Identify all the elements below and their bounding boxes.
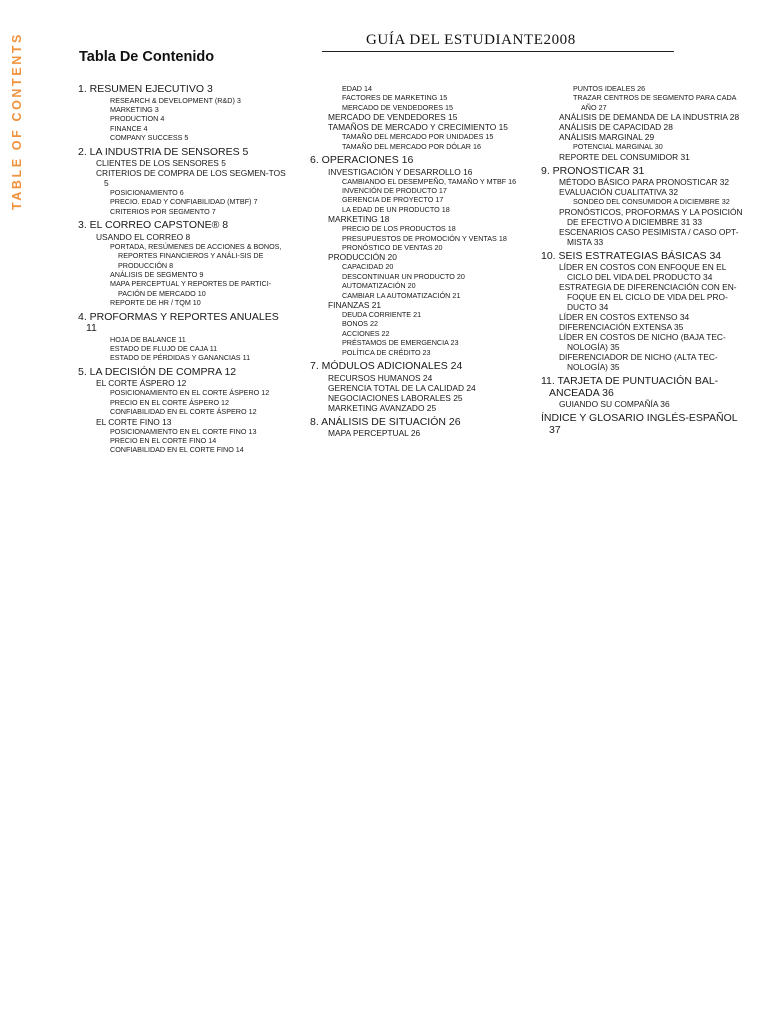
toc-subsection-entry[interactable]: MAPA PERCEPTUAL 26 — [328, 428, 421, 439]
toc-item-entry[interactable]: MARKETING 3 — [110, 104, 159, 114]
toc-subsection-entry[interactable]: ANÁLISIS DE CAPACIDAD 28 — [559, 122, 673, 133]
toc-item-entry[interactable]: FACTORES DE MARKETING 15 — [342, 93, 448, 103]
title-underline — [322, 51, 674, 52]
toc-item-entry[interactable]: PRECIO EN EL CORTE FINO 14 — [110, 435, 217, 445]
toc-section-entry[interactable]: 1. RESUMEN EJECUTIVO 3 — [78, 83, 213, 95]
toc-subsection-entry[interactable]: REPORTE DEL CONSUMIDOR 31 — [559, 151, 690, 162]
toc-item-entry[interactable]: PRECIO. EDAD Y CONFIABILIDAD (MTBF) 7 — [110, 197, 258, 207]
toc-subsection-entry[interactable]: LÍDER EN COSTOS EXTENSO 34 — [559, 312, 690, 323]
toc-item-entry[interactable]: BONOS 22 — [342, 319, 378, 329]
toc-item-entry[interactable]: DESCONTINUAR UN PRODUCTO 20 — [342, 271, 465, 281]
toc-section-entry[interactable]: 3. EL CORREO CAPSTONE® 8 — [78, 219, 229, 232]
toc-subsection-entry[interactable]: GERENCIA TOTAL DE LA CALIDAD 24 — [328, 382, 476, 393]
toc-subsection-entry[interactable]: USANDO EL CORREO 8 — [96, 231, 191, 242]
toc-item-entry[interactable]: POTENCIAL MARGINAL 30 — [573, 142, 663, 152]
toc-item-entry[interactable]: HOJA DE BALANCE 11 — [110, 334, 186, 344]
toc-subsection-entry[interactable]: DIFERENCIACIÓN EXTENSA 35 — [559, 322, 684, 333]
toc-item-entry[interactable]: POLÍTICA DE CRÉDITO 23 — [342, 347, 431, 357]
toc-subsection-entry[interactable]: EL CORTE ÁSPERO 12 — [96, 378, 187, 389]
toc-item-entry[interactable]: TAMAÑO DEL MERCADO POR UNIDADES 15 — [342, 132, 494, 142]
toc-item-entry[interactable]: PRECIO DE LOS PRODUCTOS 18 — [342, 224, 456, 234]
toc-item-entry[interactable]: CRITERIOS POR SEGMENTO 7 — [110, 206, 216, 216]
toc-item-entry[interactable]: ESTADO DE FLUJO DE CAJA 11 — [110, 344, 218, 353]
toc-subsection-entry[interactable]: MARKETING AVANZADO 25 — [328, 402, 437, 413]
toc-subsection-entry[interactable]: LÍDER EN COSTOS DE NICHO (BAJA TEC-NOLOGÍA) 35 — [559, 332, 726, 353]
toc-section-entry[interactable]: 8. ANÁLISIS DE SITUACIÓN 26 — [310, 415, 461, 428]
toc-section-entry[interactable]: 6. OPERACIONES 16 — [310, 154, 414, 167]
toc-item-entry[interactable]: FINANCE 4 — [110, 123, 148, 133]
toc-section-entry[interactable]: ÍNDICE Y GLOSARIO INGLÉS-ESPAÑOL 37 — [541, 412, 738, 436]
toc-item-entry[interactable]: PORTADA, RESÚMENES DE ACCIONES & BONOS, REPORTES FINANCIEROS Y ANÁLI-SIS DE PRODUCCIÓN 8 — [110, 241, 282, 270]
toc-subsection-entry[interactable]: TAMAÑOS DE MERCADO Y CRECIMIENTO 15 — [328, 122, 508, 133]
toc-item-entry[interactable]: TRAZAR CENTROS DE SEGMENTO PARA CADA AÑO 27 — [573, 93, 737, 112]
toc-subsection-entry[interactable]: MERCADO DE VENDEDORES 15 — [328, 112, 458, 123]
toc-subsection-entry[interactable]: NEGOCIACIONES LABORALES 25 — [328, 392, 463, 403]
toc-item-entry[interactable]: ACCIONES 22 — [342, 328, 390, 338]
toc-item-entry[interactable]: CAMBIAR LA AUTOMATIZACIÓN 21 — [342, 290, 461, 300]
toc-item-entry[interactable]: CAMBIANDO EL DESEMPEÑO, TAMAÑO Y MTBF 16 — [342, 176, 517, 186]
toc-subsection-entry[interactable]: CRITERIOS DE COMPRA DE LOS SEGMEN-TOS 5 — [96, 168, 286, 189]
toc-item-entry[interactable]: CAPACIDAD 20 — [342, 262, 394, 272]
toc-item-entry[interactable]: MAPA PERCEPTUAL Y REPORTES DE PARTICI-PACIÓN DE MERCADO 10 — [110, 279, 272, 298]
toc-column-2 — [310, 84, 525, 438]
toc-subsection-entry[interactable]: ESCENARIOS CASO PESIMISTA / CASO OPT-MISTA 33 — [559, 226, 739, 247]
toc-item-entry[interactable]: POSICIONAMIENTO 6 — [110, 188, 184, 198]
toc-section-entry[interactable]: 2. LA INDUSTRIA DE SENSORES 5 — [78, 145, 249, 158]
toc-item-entry[interactable]: SONDEO DEL CONSUMIDOR A DICIEMBRE 32 — [573, 197, 730, 207]
toc-section-entry[interactable]: 11. TARJETA DE PUNTUACIÓN BAL-ANCEADA 36 — [541, 375, 719, 399]
toc-subsection-entry[interactable]: ANÁLISIS MARGINAL 29 — [559, 132, 655, 143]
toc-item-entry[interactable]: INVENCIÓN DE PRODUCTO 17 — [342, 185, 447, 195]
toc-subsection-entry[interactable]: ANÁLISIS DE DEMANDA DE LA INDUSTRIA 28 — [559, 112, 740, 123]
toc-item-entry[interactable]: MERCADO DE VENDEDORES 15 — [342, 102, 454, 112]
toc-section-entry[interactable]: 4. PROFORMAS Y REPORTES ANUALES 11 — [78, 310, 279, 335]
toc-item-entry[interactable]: TAMAÑO DEL MERCADO POR DÓLAR 16 — [342, 141, 481, 151]
toc-heading: Tabla De Contenido — [79, 49, 215, 65]
toc-section-entry[interactable]: 9. PRONOSTICAR 31 — [541, 164, 645, 177]
toc-section-entry[interactable]: 5. LA DECISIÓN DE COMPRA 12 — [78, 365, 237, 378]
toc-item-entry[interactable]: AUTOMATIZACIÓN 20 — [342, 281, 416, 291]
toc-item-entry[interactable]: PRONÓSTICO DE VENTAS 20 — [342, 242, 443, 252]
toc-subsection-entry[interactable]: LÍDER EN COSTOS CON ENFOQUE EN EL CICLO DEL VIDA DEL PRODUCTO 34 — [559, 262, 727, 283]
toc-item-entry[interactable]: PRÉSTAMOS DE EMERGENCIA 23 — [342, 338, 459, 348]
toc-item-entry[interactable]: LA EDAD DE UN PRODUCTO 18 — [342, 204, 450, 214]
toc-item-entry[interactable]: POSICIONAMIENTO EN EL CORTE FINO 13 — [110, 426, 257, 436]
side-section-label: TABLE OF CONTENTS — [10, 32, 24, 210]
toc-subsection-entry[interactable]: PRODUCCIÓN 20 — [328, 252, 397, 263]
toc-subsection-entry[interactable]: INVESTIGACIÓN Y DESARROLLO 16 — [328, 166, 473, 177]
toc-item-entry[interactable]: GERENCIA DE PROYECTO 17 — [342, 195, 444, 205]
toc-item-entry[interactable]: PRECIO EN EL CORTE ÁSPERO 12 — [110, 397, 230, 407]
toc-subsection-entry[interactable]: CLIENTES DE LOS SENSORES 5 — [96, 158, 226, 169]
toc-item-entry[interactable]: ANÁLISIS DE SEGMENTO 9 — [110, 269, 204, 279]
toc-item-entry[interactable]: ESTADO DE PÉRDIDAS Y GANANCIAS 11 — [110, 353, 251, 363]
toc-subsection-entry[interactable]: DIFERENCIADOR DE NICHO (ALTA TEC-NOLOGÍA) 35 — [559, 352, 718, 373]
toc-column-3 — [541, 84, 751, 436]
toc-item-entry[interactable]: CONFIABILIDAD EN EL CORTE ÁSPERO 12 — [110, 407, 257, 417]
toc-item-entry[interactable]: PRODUCTION 4 — [110, 114, 165, 124]
toc-subsection-entry[interactable]: MARKETING 18 — [328, 214, 390, 225]
toc-subsection-entry[interactable]: MÉTODO BÁSICO PARA PRONOSTICAR 32 — [559, 177, 730, 188]
toc-subsection-entry[interactable]: GUIANDO SU COMPAÑÍA 36 — [559, 399, 670, 410]
toc-item-entry[interactable]: EDAD 14 — [342, 84, 372, 93]
toc-item-entry[interactable]: COMPANY SUCCESS 5 — [110, 133, 189, 143]
toc-subsection-entry[interactable]: PRONÓSTICOS, PROFORMAS Y LA POSICIÓN DE EFECTIVO A DICIEMBRE 31 33 — [559, 206, 743, 227]
toc-section-entry[interactable]: 7. MÓDULOS ADICIONALES 24 — [310, 360, 463, 373]
toc-item-entry[interactable]: CONFIABILIDAD EN EL CORTE FINO 14 — [110, 445, 244, 455]
toc-subsection-entry[interactable]: FINANZAS 21 — [328, 300, 382, 310]
toc-subsection-entry[interactable]: RECURSOS HUMANOS 24 — [328, 372, 433, 383]
toc-section-entry[interactable]: 10. SEIS ESTRATEGIAS BÁSICAS 34 — [541, 249, 722, 262]
toc-item-entry[interactable]: PUNTOS IDEALES 26 — [573, 84, 646, 93]
toc-item-entry[interactable]: POSICIONAMIENTO EN EL CORTE ÁSPERO 12 — [110, 388, 270, 398]
toc-item-entry[interactable]: REPORTE DE HR / TQM 10 — [110, 298, 201, 308]
toc-item-entry[interactable]: PRESUPUESTOS DE PROMOCIÓN Y VENTAS 18 — [342, 233, 507, 243]
toc-column-1 — [78, 84, 288, 455]
toc-item-entry[interactable]: RESEARCH & DEVELOPMENT (R&D) 3 — [110, 95, 241, 105]
document-title: GUÍA DEL ESTUDIANTE2008 — [366, 32, 576, 48]
toc-item-entry[interactable]: DEUDA CORRIENTE 21 — [342, 310, 422, 319]
toc-subsection-entry[interactable]: EVALUACIÓN CUALITATIVA 32 — [559, 187, 678, 198]
toc-subsection-entry[interactable]: EL CORTE FINO 13 — [96, 416, 172, 427]
toc-subsection-entry[interactable]: ESTRATEGIA DE DIFERENCIACIÓN CON EN-FOQUE EN EL CICLO DE VIDA DEL PRO-DUCTO 34 — [559, 282, 737, 313]
